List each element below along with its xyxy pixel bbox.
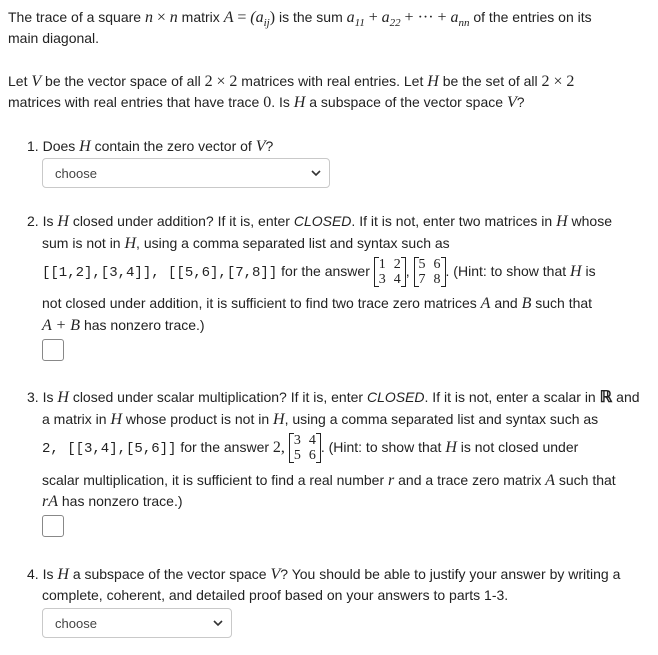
q2-line-4: not closed under addition, it is sufficient to find two trace zero matrices A and B such that bbox=[42, 295, 593, 312]
setup-line-2: matrices with real entries that have trace 0. Is H a subspace of the vector space V? bbox=[8, 94, 525, 111]
q2-matrix-1: 1 2 3 4 bbox=[374, 257, 406, 287]
setup-line-1: Let V be the vector space of all 2 × 2 matrices with real entries. Let H be the set of all 2 × 2 bbox=[8, 73, 575, 90]
q4-line-2: complete, coherent, and detailed proof based on your answers to parts 1-3. bbox=[42, 587, 509, 603]
q3-line-2: a matrix in H whose product is not in H, using a comma separated list and syntax such as bbox=[42, 411, 599, 428]
q3-line-5: rA has nonzero trace.) bbox=[42, 493, 183, 510]
q2-line-1: 2. Is H closed under addition? If it is, enter CLOSED. If it is not, enter two matrices in H whose bbox=[27, 213, 612, 230]
q3-answer-box[interactable] bbox=[42, 515, 64, 537]
q3-line-3: 2, [[3,4],[5,6]] for the answer 2, 3 4 5 6 . (Hint: to show that H is not closed under bbox=[42, 433, 579, 464]
q1-select[interactable]: choose bbox=[42, 158, 330, 188]
intro-line-1: The trace of a square n × n matrix $A = (a_{ij})$ is the sum $a_{11} + a_{22}$ + ··· + $a_{nn}$ of the entries on its bbox=[8, 9, 592, 29]
q3-line-1: 3. Is H closed under scalar multiplication? If it is, enter CLOSED. If it is not, enter a scalar in ℝ and bbox=[27, 389, 640, 406]
q1-text: 1. Does H contain the zero vector of V? bbox=[27, 138, 274, 155]
q4-select[interactable]: choose bbox=[42, 608, 232, 638]
chevron-down-icon bbox=[311, 168, 321, 178]
chevron-down-icon bbox=[213, 618, 223, 628]
q2-matrix-2: 5 6 7 8 bbox=[414, 257, 446, 287]
q3-line-4: scalar multiplication, it is sufficient to find a real number r and a trace zero matrix A such that bbox=[42, 472, 616, 489]
q2-answer-box[interactable] bbox=[42, 339, 64, 361]
q4-line-1: 4. Is H a subspace of the vector space V? You should be able to justify your answer by writing a bbox=[27, 566, 621, 583]
intro-line-2: main diagonal. bbox=[8, 30, 100, 46]
q2-line-2: sum is not in H, using a comma separated list and syntax such as bbox=[42, 235, 450, 252]
q3-matrix: 3 4 5 6 bbox=[289, 433, 321, 463]
q2-line-5: A + B has nonzero trace.) bbox=[42, 317, 205, 334]
q2-line-3: [[1,2],[3,4]], [[5,6],[7,8]] for the answer 1 2 3 4 , 5 6 7 8 . (Hint: to show that H is bbox=[42, 257, 596, 288]
